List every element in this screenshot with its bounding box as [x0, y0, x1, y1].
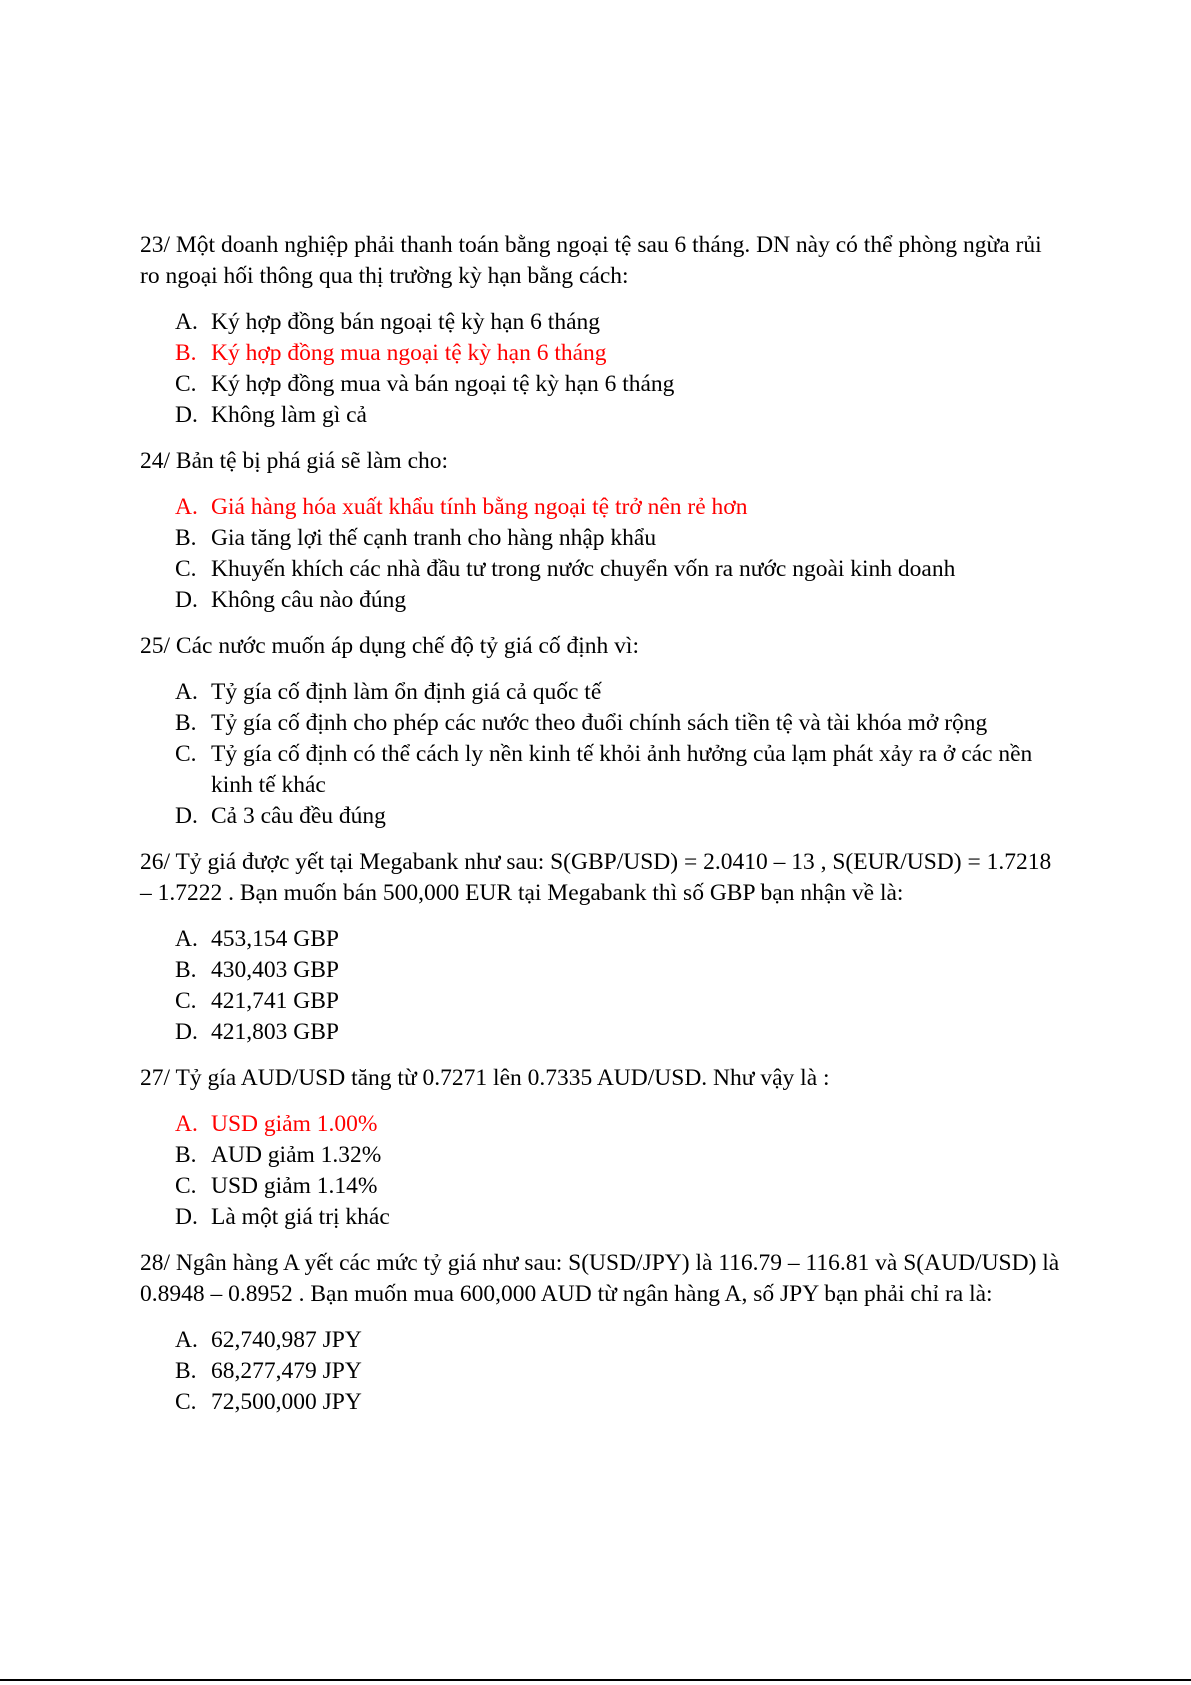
option-text: Giá hàng hóa xuất khẩu tính bằng ngoại tệ trở nên rẻ hơn	[211, 494, 748, 520]
option-list	[140, 924, 1070, 1048]
option-text: USD giảm 1.00%	[211, 1111, 378, 1137]
option-text: 421,741 GBP	[211, 988, 339, 1014]
option-letter: A.	[175, 309, 198, 335]
option-text: 421,803 GBP	[211, 1019, 339, 1045]
question-text: 28/ Ngân hàng A yết các mức tỷ giá như sau: S(USD/JPY) là 116.79 – 116.81 và S(AUD/USD) là 0.8948 – 0.8952 . Bạn muốn mua 600,000 AUD từ ngân hàng A, số JPY bạn phải chỉ ra là:	[140, 1250, 1060, 1307]
option-letter: C.	[175, 741, 197, 767]
option-list	[140, 1325, 1070, 1418]
option-text: Không câu nào đúng	[211, 587, 407, 613]
option-item	[140, 492, 1070, 523]
option-letter: B.	[175, 525, 197, 551]
option-letter: D.	[175, 1019, 198, 1045]
question-text: 24/ Bản tệ bị phá giá sẽ làm cho:	[140, 448, 449, 474]
option-item	[140, 986, 1070, 1017]
option-item	[140, 1356, 1070, 1387]
question-25	[140, 631, 1070, 832]
option-text: AUD giảm 1.32%	[211, 1142, 382, 1168]
option-letter: B.	[175, 340, 197, 366]
question-28	[140, 1248, 1070, 1418]
option-item	[140, 1202, 1070, 1233]
page-bottom-rule	[0, 1679, 1191, 1681]
option-item	[140, 1140, 1070, 1171]
option-letter: D.	[175, 402, 198, 428]
option-text: 72,500,000 JPY	[211, 1389, 362, 1415]
question-27	[140, 1063, 1070, 1233]
question-text: 26/ Tỷ giá được yết tại Megabank như sau: S(GBP/USD) = 2.0410 – 13 , S(EUR/USD) = 1.7218 – 1.7222 . Bạn muốn bán 500,000 EUR tại Megabank thì số GBP bạn nhận về là:	[140, 849, 1052, 906]
option-letter: C.	[175, 1389, 197, 1415]
document-page	[140, 230, 1070, 1433]
option-item	[140, 955, 1070, 986]
option-text: 68,277,479 JPY	[211, 1358, 362, 1384]
option-letter: D.	[175, 803, 198, 829]
option-letter: A.	[175, 1111, 198, 1137]
option-item	[140, 1171, 1070, 1202]
option-text: 62,740,987 JPY	[211, 1327, 362, 1353]
option-item	[140, 400, 1070, 431]
option-list	[140, 677, 1070, 832]
option-item	[140, 708, 1070, 739]
question-23	[140, 230, 1070, 431]
option-item	[140, 585, 1070, 616]
question-text: 23/ Một doanh nghiệp phải thanh toán bằng ngoại tệ sau 6 tháng. DN này có thể phòng ngừa rủi ro ngoại hối thông qua thị trường kỳ hạn bằng cách:	[140, 232, 1042, 289]
option-item	[140, 523, 1070, 554]
option-letter: B.	[175, 1142, 197, 1168]
option-letter: C.	[175, 371, 197, 397]
option-letter: C.	[175, 556, 197, 582]
option-text: Tỷ gía cố định làm ổn định giá cả quốc tế	[211, 679, 602, 705]
option-letter: B.	[175, 1358, 197, 1384]
option-item	[140, 801, 1070, 832]
option-item	[140, 924, 1070, 955]
option-item	[140, 338, 1070, 369]
option-text: Không làm gì cả	[211, 402, 367, 428]
option-item	[140, 1017, 1070, 1048]
option-text: 430,403 GBP	[211, 957, 339, 983]
question-text: 25/ Các nước muốn áp dụng chế độ tỷ giá cố định vì:	[140, 633, 639, 659]
option-list	[140, 492, 1070, 616]
question-26	[140, 847, 1070, 1048]
option-text: Là một giá trị khác	[211, 1204, 390, 1230]
option-item	[140, 1109, 1070, 1140]
option-letter: D.	[175, 587, 198, 613]
option-text: Cả 3 câu đều đúng	[211, 803, 386, 829]
option-text: Tỷ gía cố định có thể cách ly nền kinh tế khỏi ảnh hưởng của lạm phát xảy ra ở các nền kinh tế khác	[211, 741, 1033, 798]
option-letter: C.	[175, 1173, 197, 1199]
option-text: Gia tăng lợi thế cạnh tranh cho hàng nhập khẩu	[211, 525, 657, 551]
option-text: 453,154 GBP	[211, 926, 339, 952]
option-item	[140, 1387, 1070, 1418]
option-letter: A.	[175, 494, 198, 520]
option-letter: B.	[175, 957, 197, 983]
option-text: Tỷ gía cố định cho phép các nước theo đuổi chính sách tiền tệ và tài khóa mở rộng	[211, 710, 988, 736]
option-letter: A.	[175, 1327, 198, 1353]
question-text: 27/ Tỷ gía AUD/USD tăng từ 0.7271 lên 0.7335 AUD/USD. Như vậy là :	[140, 1065, 830, 1091]
option-item	[140, 307, 1070, 338]
option-letter: A.	[175, 679, 198, 705]
option-text: Khuyến khích các nhà đầu tư trong nước chuyển vốn ra nước ngoài kinh doanh	[211, 556, 956, 582]
option-list	[140, 1109, 1070, 1233]
option-item	[140, 1325, 1070, 1356]
option-item	[140, 677, 1070, 708]
option-list	[140, 307, 1070, 431]
option-letter: B.	[175, 710, 197, 736]
option-text: Ký hợp đồng bán ngoại tệ kỳ hạn 6 tháng	[211, 309, 601, 335]
option-item	[140, 739, 1070, 801]
option-letter: D.	[175, 1204, 198, 1230]
option-item	[140, 369, 1070, 400]
option-letter: A.	[175, 926, 198, 952]
option-text: Ký hợp đồng mua ngoại tệ kỳ hạn 6 tháng	[211, 340, 607, 366]
option-letter: C.	[175, 988, 197, 1014]
option-text: Ký hợp đồng mua và bán ngoại tệ kỳ hạn 6 tháng	[211, 371, 675, 397]
option-item	[140, 554, 1070, 585]
question-24	[140, 446, 1070, 616]
option-text: USD giảm 1.14%	[211, 1173, 378, 1199]
